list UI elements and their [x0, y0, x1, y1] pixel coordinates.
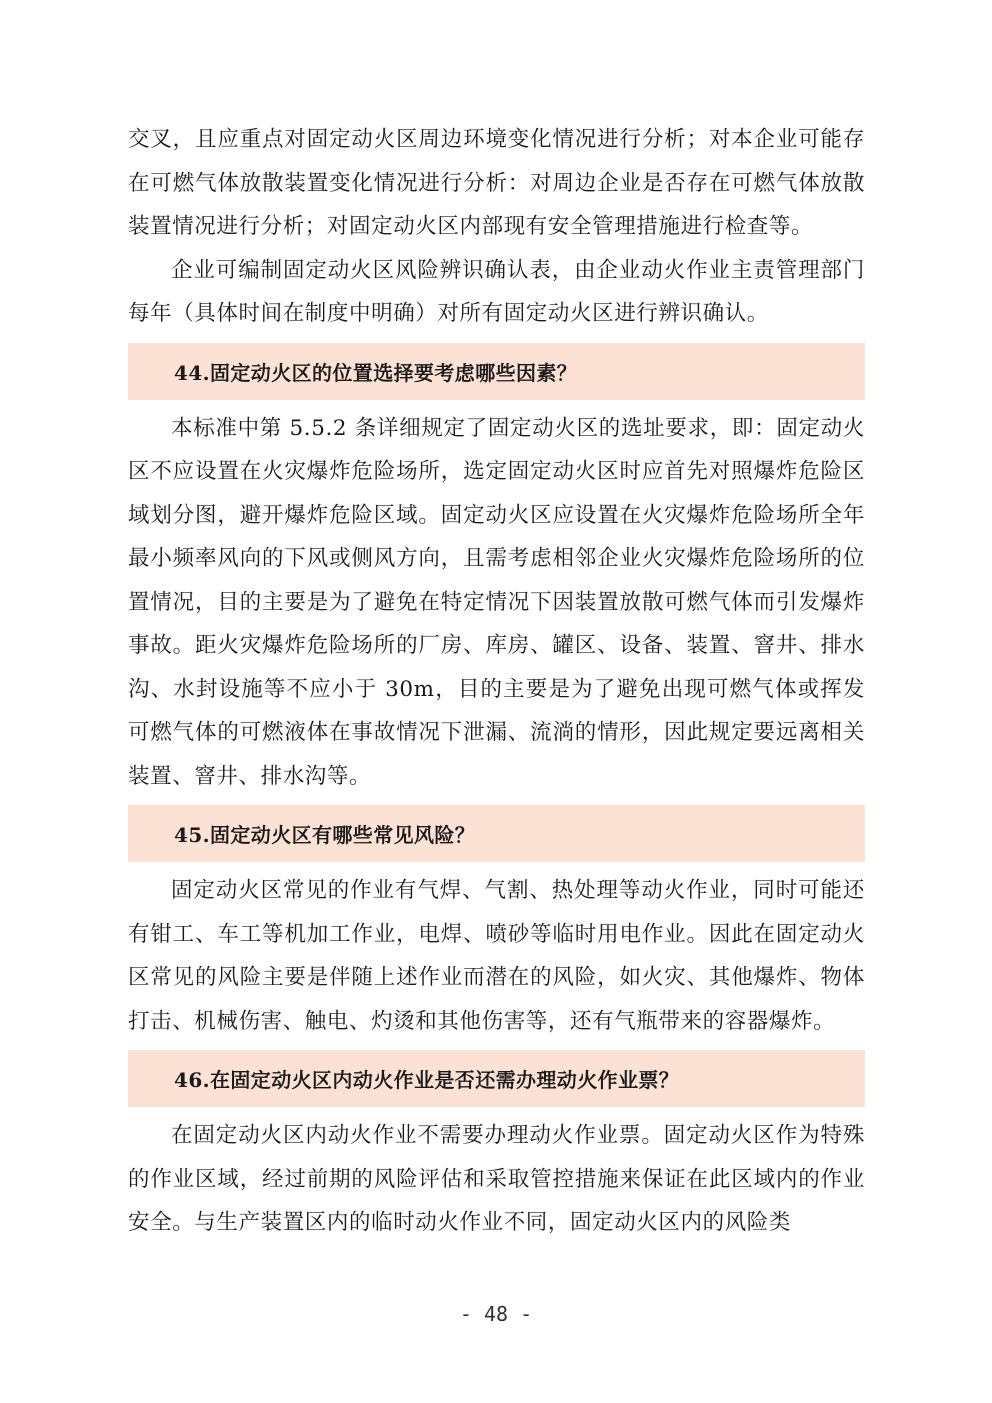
page-number: - 48 - — [459, 1302, 533, 1326]
answer-44: 本标准中第 5.5.2 条详细规定了固定动火区的选址要求，即：固定动火区不应设置在火灾爆炸危险场所，选定固定动火区时应首先对照爆炸危险区域划分图，避开爆炸危险区域。固定动火区应设置在火灾爆炸危险场所全年最小频率风向的下风或侧风方向，且需考虑相邻企业火灾爆炸危险场所的位置情况，目的主要是为了避免在特定情况下因装置放散可燃气体而引发爆炸事故。距火灾爆炸危险场所的厂房、库房、罐区、设备、装置、窨井、排水沟、水封设施等不应小于 30m，目的主要是为了避免出现可燃气体或挥发可燃气体的可燃液体在事故情况下泄漏、流淌的情形，因此规定要远离相关装置、窨井、排水沟等。 — [128, 415, 865, 789]
question-46-title: 46.在固定动火区内动火作业是否还需办理动火作业票？ — [174, 1068, 680, 1092]
question-45-title: 45.固定动火区有哪些常见风险？ — [174, 823, 476, 847]
question-46-bar — [128, 1050, 865, 1107]
question-44-bar — [128, 343, 865, 400]
answer-46: 在固定动火区内动火作业不需要办理动火作业票。固定动火区作为特殊的作业区域，经过前期的风险评估和采取管控措施来保证在此区域内的作业安全。与生产装置区内的临时动火作业不同，固定动火区内的风险类 — [128, 1123, 865, 1235]
page-body — [128, 118, 865, 1245]
answer-45: 固定动火区常见的作业有气焊、气割、热处理等动火作业，同时可能还有钳工、车工等机加工作业，电焊、喷砂等临时用电作业。因此在固定动火区常见的风险主要是伴随上述作业而潜在的风险，如火灾、其他爆炸、物体打击、机械伤害、触电、灼烫和其他伤害等，还有气瓶带来的容器爆炸。 — [128, 878, 865, 1034]
paragraph-intro-2: 企业可编制固定动火区风险辨识确认表，由企业动火作业主责管理部门每年（具体时间在制度中明确）对所有固定动火区进行辨识确认。 — [128, 257, 865, 326]
question-44-title: 44.固定动火区的位置选择要考虑哪些因素？ — [174, 360, 578, 385]
paragraph-intro-continuation: 交叉，且应重点对固定动火区周边环境变化情况进行分析；对本企业可能存在可燃气体放散装置变化情况进行分析：对周边企业是否存在可燃气体放散装置情况进行分析；对固定动火区内部现有安全管理措施进行检查等。 — [128, 127, 865, 239]
question-45-bar — [128, 805, 865, 862]
